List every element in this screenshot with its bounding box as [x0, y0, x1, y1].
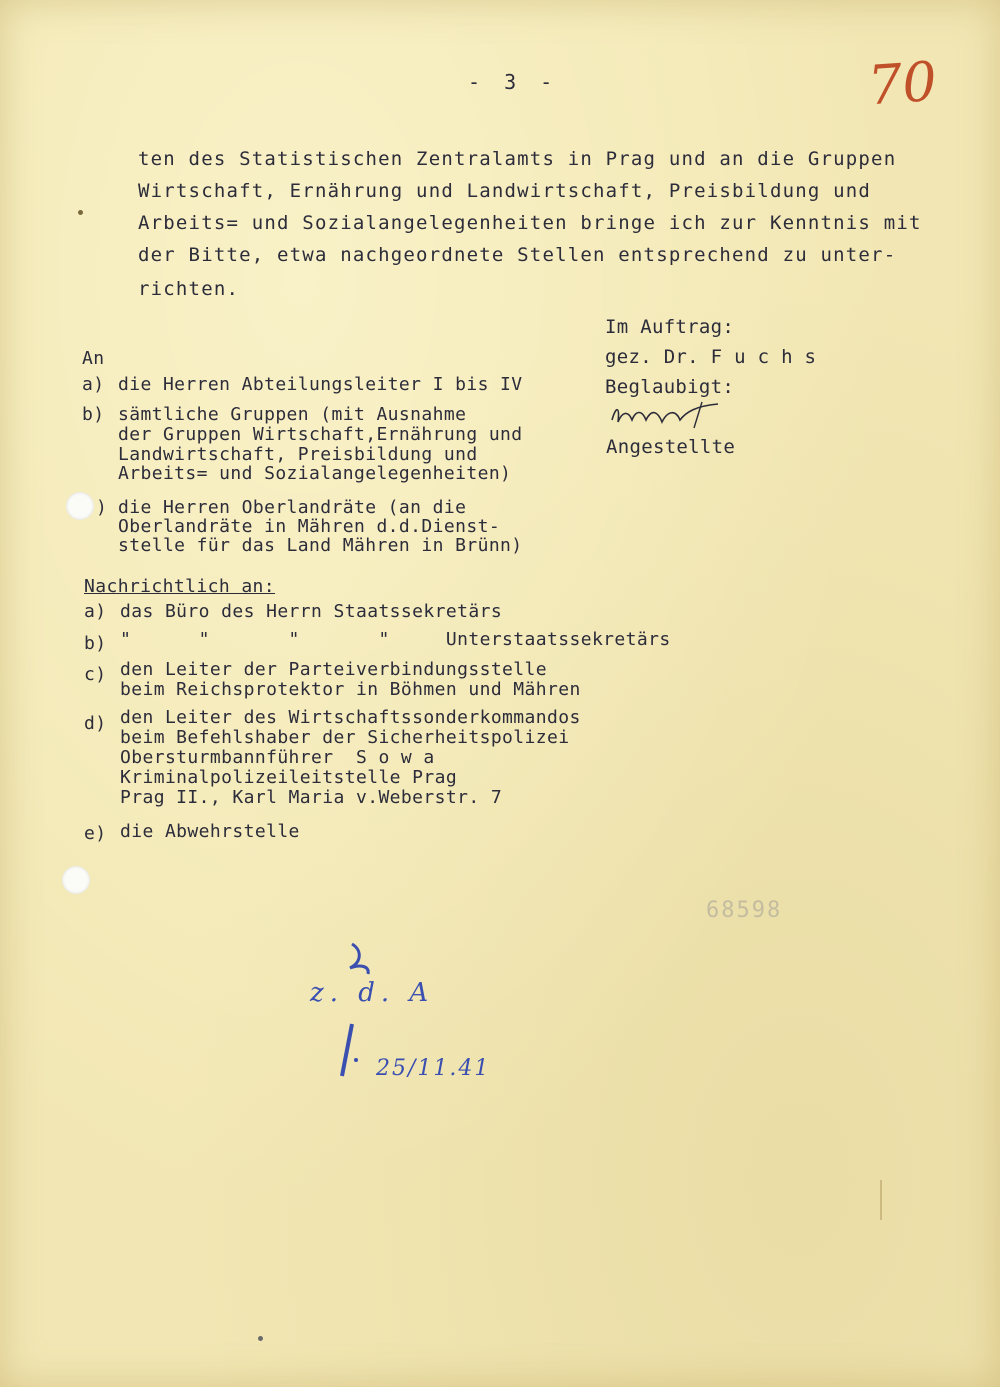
- cc-e-marker: e): [84, 823, 107, 844]
- body-line-4: der Bitte, etwa nachgeordnete Stellen entsprechend zu unter-: [138, 244, 897, 266]
- cc-a-marker: a): [84, 601, 107, 622]
- recipient-c-marker: ): [96, 497, 108, 518]
- cc-a-line-1: das Büro des Herrn Staatssekretärs: [120, 601, 503, 622]
- cc-heading: Nachrichtlich an:: [84, 576, 276, 597]
- recipient-c-line-2: Oberlandräte in Mähren d.d.Dienst-: [118, 516, 501, 537]
- cc-d-marker: d): [84, 713, 107, 734]
- paper-crease: [880, 1180, 882, 1220]
- recipient-b-line-2: der Gruppen Wirtschaft,Ernährung und: [118, 424, 523, 445]
- signature-angestellte: Angestellte: [606, 436, 736, 458]
- recipient-c-line-3: stelle für das Land Mähren in Brünn): [118, 535, 523, 556]
- recipient-b-line-1: sämtliche Gruppen (mit Ausnahme: [118, 404, 467, 425]
- cc-b-line-1: " " " " Unterstaatssekretärs: [120, 629, 671, 650]
- handwritten-note-date: 25/11.41: [376, 1056, 491, 1081]
- punch-hole-lower: [62, 866, 90, 894]
- paper-speck: [78, 210, 83, 215]
- body-line-1: ten des Statistischen Zentralamts in Prag und an die Gruppen: [138, 148, 897, 170]
- cc-c-line-2: beim Reichsprotektor in Böhmen und Mähren: [120, 679, 581, 700]
- punch-hole-upper: [66, 492, 94, 520]
- folio-number: 70: [865, 49, 939, 118]
- cc-d-line-3: Obersturmbannführer S o w a: [120, 747, 435, 768]
- body-line-3: Arbeits= und Sozialangelegenheiten bringe ich zur Kenntnis mit: [138, 212, 922, 234]
- recipient-b-line-3: Landwirtschaft, Preisbildung und: [118, 444, 478, 465]
- recipient-c-line-1: die Herren Oberlandräte (an die: [118, 497, 467, 518]
- recipient-b-line-4: Arbeits= und Sozialangelegenheiten): [118, 463, 512, 484]
- body-line-5: richten.: [138, 278, 240, 300]
- handwritten-signature: [606, 398, 736, 438]
- paper-speck: [258, 1336, 263, 1341]
- handwritten-note-zda: z. d. A: [310, 978, 435, 1008]
- cc-d-line-1: den Leiter des Wirtschaftssonderkommandos: [120, 707, 581, 728]
- cc-d-line-5: Prag II., Karl Maria v.Weberstr. 7: [120, 787, 503, 808]
- signature-beglaubigt: Beglaubigt:: [605, 376, 735, 398]
- cc-b-marker: b): [84, 633, 107, 654]
- recipients-heading: An: [82, 348, 105, 369]
- cc-d-line-2: beim Befehlshaber der Sicherheitspolizei: [120, 727, 570, 748]
- handwritten-stroke: [334, 1020, 364, 1080]
- recipient-a-line-1: die Herren Abteilungsleiter I bis IV: [118, 374, 523, 395]
- handwritten-initial-mark: [340, 940, 380, 980]
- cc-c-marker: c): [84, 664, 107, 685]
- body-line-2: Wirtschaft, Ernährung und Landwirtschaft, Preisbildung und: [138, 180, 872, 202]
- cc-d-line-4: Kriminalpolizeileitstelle Prag: [120, 767, 458, 788]
- signature-im-auftrag: Im Auftrag:: [605, 316, 735, 338]
- recipient-b-marker: b): [82, 404, 105, 425]
- cc-e-line-1: die Abwehrstelle: [120, 821, 300, 842]
- signature-gez-name: gez. Dr. F u c h s: [605, 346, 817, 368]
- cc-c-line-1: den Leiter der Parteiverbindungsstelle: [120, 659, 548, 680]
- faint-stamp-number: 68598: [706, 898, 783, 923]
- page-number: - 3 -: [468, 70, 559, 94]
- recipient-a-marker: a): [82, 374, 105, 395]
